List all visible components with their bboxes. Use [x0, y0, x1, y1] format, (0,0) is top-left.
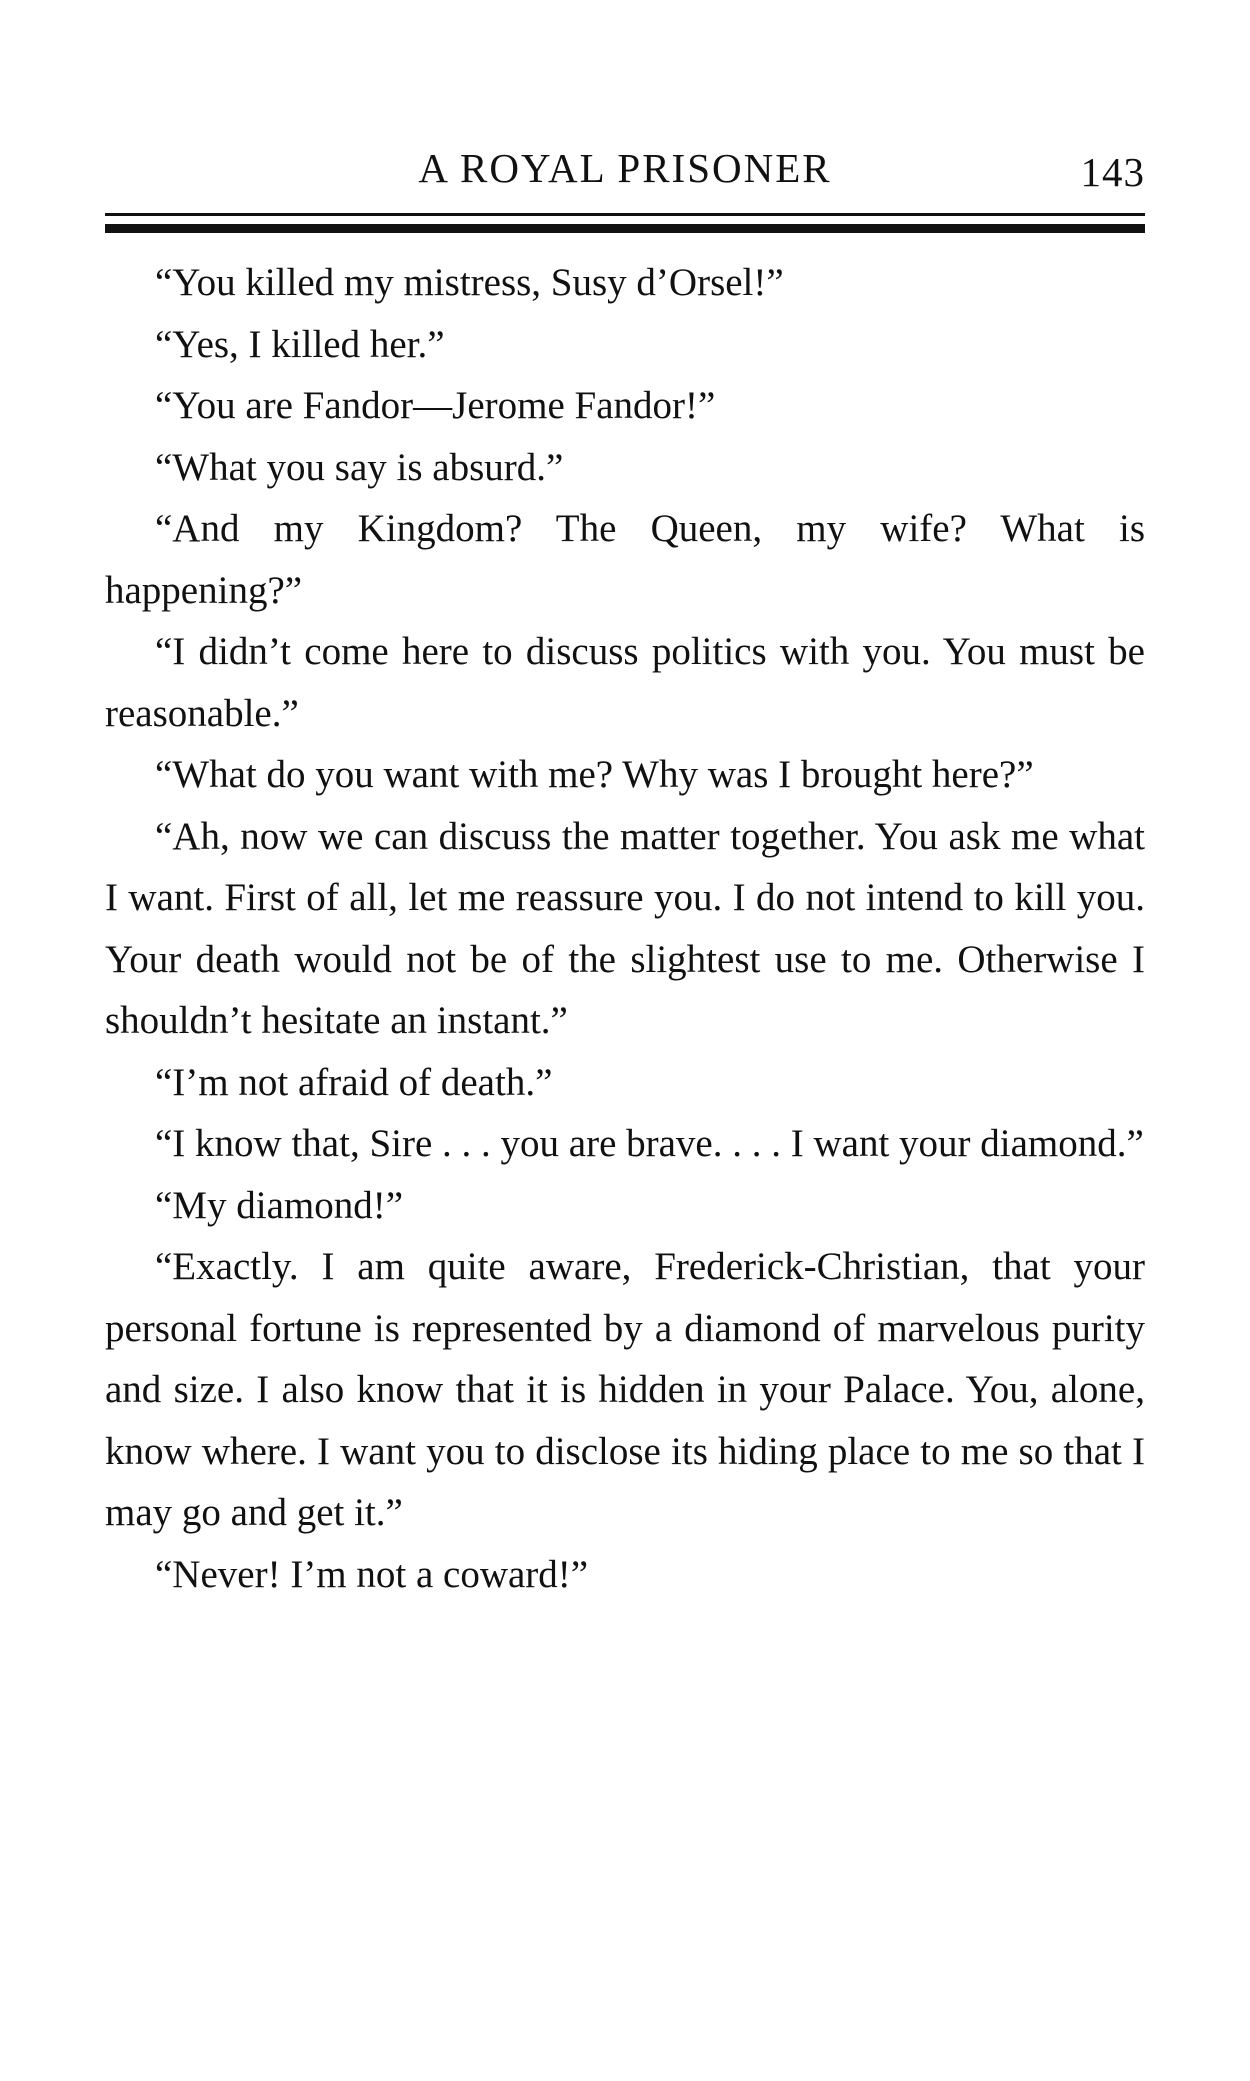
paragraph: “Exactly. I am quite aware, Frederick-Christian, that your personal fortune is represented by a diamond of marvelous purity and size. I also know that it is hidden in your Palace. You, alone, know where. I want you to disclose its hiding place to me so that I may go and get it.” — [105, 1245, 1145, 1534]
paragraph: “What do you want with me? Why was I brought here?” — [155, 753, 1034, 796]
paragraph: “Ah, now we can discuss the matter together. You ask me what I want. First of all, let me reassure you. I do not intend to kill you. Your death would not be of the slightest use to me. Otherwise I shouldn’t hesitate an instant.” — [105, 814, 1145, 1042]
paragraph: “I’m not afraid of death.” — [155, 1060, 553, 1104]
body-text — [105, 252, 1145, 1605]
paragraph: “Yes, I killed her.” — [155, 322, 445, 366]
header-rule-thin — [105, 213, 1145, 216]
paragraph: “You killed my mistress, Susy d’Orsel!” — [155, 261, 784, 304]
paragraph: “I know that, Sire . . . you are brave. . . . I want your diamond.” — [155, 1122, 1144, 1165]
page-number: 143 — [1080, 149, 1145, 195]
paragraph: “My diamond!” — [155, 1183, 404, 1227]
paragraph: “I didn’t come here to discuss politics with you. You must be reasonable.” — [105, 630, 1145, 735]
running-header — [105, 138, 1145, 198]
header-rule-thick — [105, 224, 1145, 233]
running-title: A ROYAL PRISONER — [418, 145, 832, 191]
paragraph: “You are Fandor—Jerome Fandor!” — [155, 384, 716, 427]
paragraph: “And my Kingdom? The Queen, my wife? What is happening?” — [105, 507, 1145, 612]
paragraph: “Never! I’m not a coward!” — [155, 1552, 589, 1596]
paragraph: “What you say is absurd.” — [155, 445, 564, 489]
